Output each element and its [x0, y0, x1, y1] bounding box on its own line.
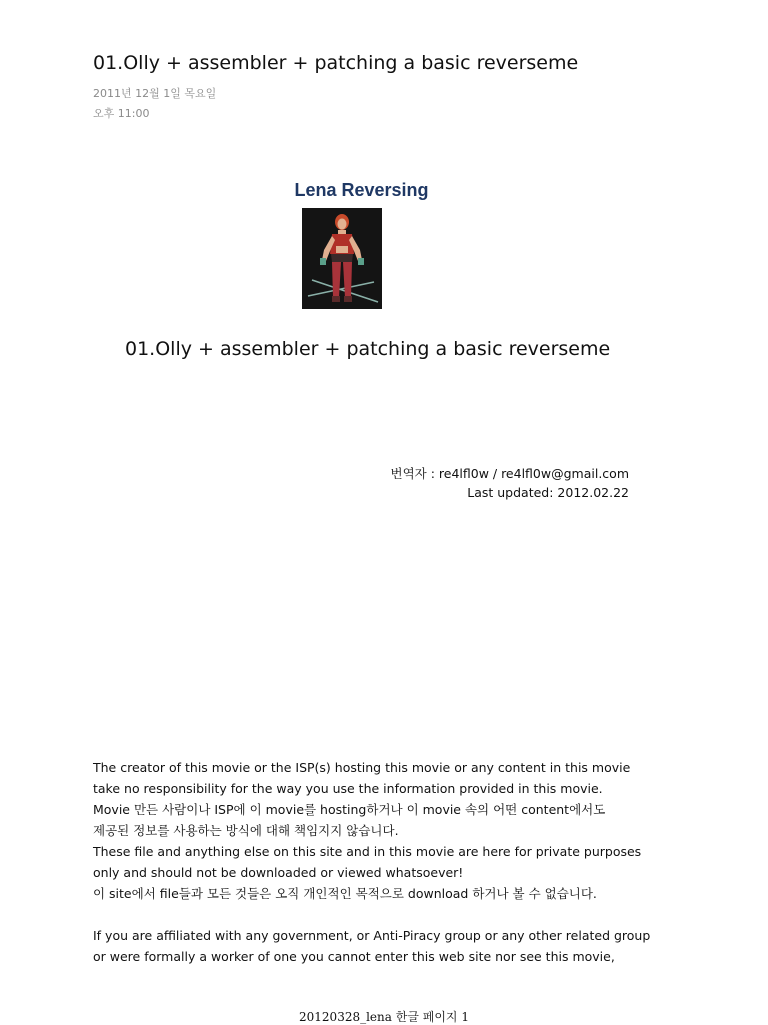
page-title: 01.Olly + assembler + patching a basic reverseme: [93, 52, 579, 74]
page-footer: 20120328_lena 한글 페이지 1: [299, 1010, 469, 1024]
cover-figure-image: [302, 208, 382, 309]
page-date: 2011년 12월 1일 목요일: [93, 87, 217, 100]
translator-credit: 번역자 : re4lfl0w / re4lfl0w@gmail.com: [390, 466, 629, 481]
disclaimer-line: If you are affiliated with any government, or Anti-Piracy group or any other related group: [93, 928, 651, 943]
disclaimer-line: These file and anything else on this site and in this movie are here for private purposes: [93, 844, 642, 859]
paragraph-gap: [93, 904, 653, 925]
disclaimer-line: take no responsibility for the way you use the information provided in this movie.: [93, 781, 603, 796]
document-heading: Lena Reversing: [294, 180, 429, 200]
disclaimer-line: only and should not be downloaded or viewed whatsoever!: [93, 865, 464, 880]
document-subtitle: 01.Olly + assembler + patching a basic reverseme: [125, 338, 611, 360]
disclaimer-line: Movie 만든 사람이나 ISP에 이 movie를 hosting하거나 이 movie 속의 어떤 content에서도: [93, 802, 606, 817]
disclaimer-line: 제공된 정보를 사용하는 방식에 대해 책임지지 않습니다.: [93, 823, 399, 838]
warrior-figure-icon: [302, 208, 382, 309]
disclaimer-block: [93, 757, 653, 967]
disclaimer-line: 이 site에서 file들과 모든 것들은 오직 개인적인 목적으로 download 하거나 볼 수 없습니다.: [93, 886, 597, 901]
page-time: 오후 11:00: [93, 107, 150, 120]
last-updated: Last updated: 2012.02.22: [467, 485, 629, 500]
disclaimer-line: The creator of this movie or the ISP(s) hosting this movie or any content in this movie: [93, 760, 631, 775]
disclaimer-line: or were formally a worker of one you cannot enter this web site nor see this movie,: [93, 949, 615, 964]
